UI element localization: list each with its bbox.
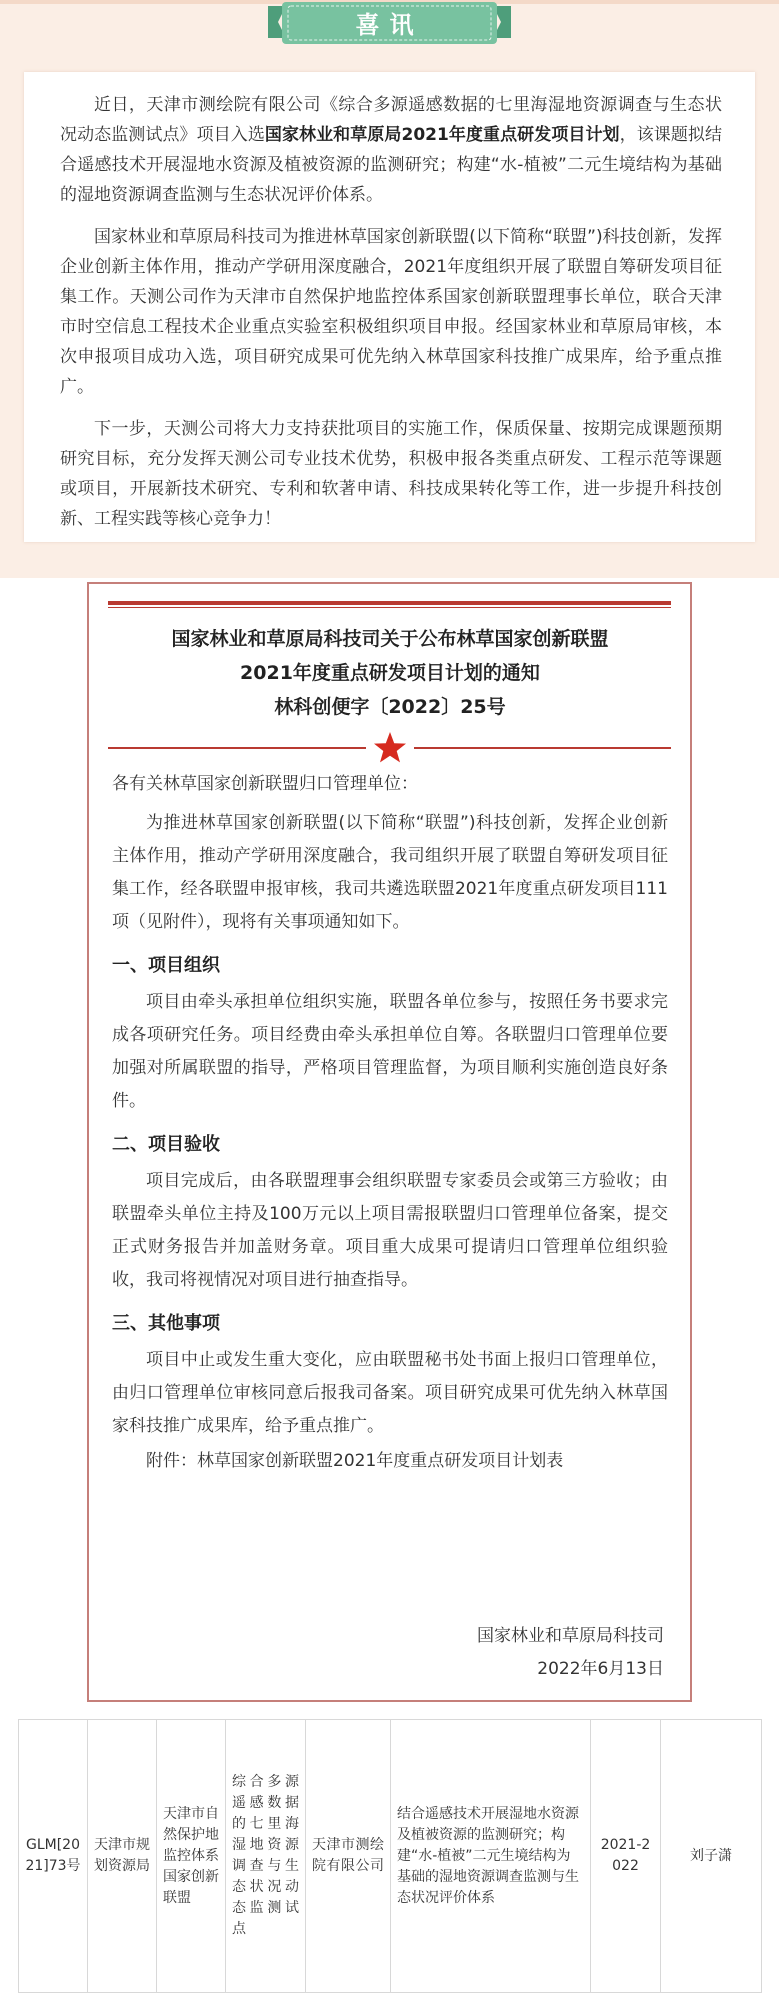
- cell-project-name: 综合多源遥感数据的七里海湿地资源调查与生态状况动态监测试点: [226, 1720, 306, 1993]
- project-table: [18, 1719, 762, 1993]
- document-body: [112, 768, 668, 1478]
- document-title-line-2: 2021年度重点研发项目计划的通知: [240, 662, 540, 684]
- section-1-text: 项目由牵头承担单位组织实施，联盟各单位参与，按照任务书要求完成各项研究任务。项目经费由牵头承担单位自筹。各联盟归口管理单位要加强对所属联盟的指导，严格项目管理监督，为项目顺利实施创造良好条件。: [112, 992, 668, 1111]
- document-number: 林科创便字〔2022〕25号: [274, 696, 506, 718]
- cell-period: 2021-2022: [591, 1720, 661, 1993]
- section-2-text: 项目完成后，由各联盟理事会组织联盟专家委员会或第三方验收；由联盟牵头单位主持及100万元以上项目需报联盟归口管理单位备案，提交正式财务报告并加盖财务章。项目重大成果可提请归口管理单位组织验收，我司将视情况对项目进行抽查指导。: [112, 1171, 668, 1290]
- document-title: [100, 622, 680, 724]
- document-red-rule: [108, 601, 671, 605]
- document-signature: [112, 1620, 664, 1686]
- section-2-title: 二、项目验收: [112, 1134, 220, 1155]
- document-attachment: 附件：林草国家创新联盟2021年度重点研发项目计划表: [146, 1451, 564, 1471]
- section-3-title: 三、其他事项: [112, 1313, 220, 1334]
- banner-title: 喜讯: [355, 11, 424, 39]
- cell-undertaking-unit: 天津市测绘院有限公司: [306, 1720, 391, 1993]
- cell-authority: 天津市规划资源局: [88, 1720, 157, 1993]
- table-row: [19, 1720, 762, 1993]
- news-paragraph-2: 国家林业和草原局科技司为推进林草国家创新联盟(以下简称“联盟”)科技创新，发挥企业创新主体作用，推动产学研用深度融合，2021年度组织开展了联盟自筹研发项目征集工作。天测公司作为天津市自然保护地监控体系国家创新联盟理事长单位，联合天津市时空信息工程技术企业重点实验室积极组织项目申报。经国家林业和草原局审核，本次申报项目成功入选，项目研究成果可优先纳入林草国家科技推广成果库，给予重点推广。: [60, 227, 722, 397]
- news-paragraph-3: 下一步，天测公司将大力支持获批项目的实施工作，保质保量、按期完成课题预期研究目标，充分发挥天测公司专业技术优势，积极申报各类重点研发、工程示范等课题或项目，开展新技术研究、专利和软著申请、科技成果转化等工作，进一步提升科技创新、工程实践等核心竞争力！: [60, 419, 722, 529]
- banner-ribbon: [0, 0, 779, 60]
- document-salutation: 各有关林草国家创新联盟归口管理单位：: [112, 774, 418, 794]
- cell-leader: 刘子潇: [661, 1720, 762, 1993]
- star-divider-right: [414, 747, 671, 749]
- cell-research-content: 结合遥感技术开展湿地水资源及植被资源的监测研究；构建“水-植被”二元生境结构为基础的湿地资源调查监测与生态状况评价体系: [391, 1720, 591, 1993]
- document-red-rule-thin: [108, 607, 671, 608]
- red-star-icon: [372, 730, 408, 766]
- section-3-text: 项目中止或发生重大变化，应由联盟秘书处书面上报归口管理单位，由归口管理单位审核同意后报我司备案。项目研究成果可优先纳入林草国家科技推广成果库，给予重点推广。: [112, 1350, 668, 1436]
- document-date: 2022年6月13日: [537, 1659, 664, 1679]
- news-p1-tail: ，该课题拟结合遥感技术开展湿地水资源及植被资源的监测研究；构建“水-植被”二元生境结构为基础的湿地资源调查监测与生态状况评价体系。: [60, 125, 722, 205]
- news-card: [24, 72, 755, 542]
- section-1-title: 一、项目组织: [112, 955, 220, 976]
- document-title-line-1: 国家林业和草原局科技司关于公布林草国家创新联盟: [171, 628, 609, 650]
- cell-alliance: 天津市自然保护地监控体系国家创新联盟: [157, 1720, 226, 1993]
- news-paragraph-1: [60, 90, 722, 210]
- news-body: [60, 90, 722, 534]
- news-p1-text: 近日，天津市测绘院有限公司《综合多源遥感数据的七里海湿地资源调查与生态状况动态监测试点》项目入选: [60, 95, 722, 145]
- cell-project-number: GLM[2021]73号: [19, 1720, 88, 1993]
- star-divider-left: [108, 747, 366, 749]
- news-p1-highlight: 国家林业和草原局2021年度重点研发项目计划: [264, 125, 620, 145]
- document-signer: 国家林业和草原局科技司: [477, 1626, 664, 1646]
- document-intro: 为推进林草国家创新联盟(以下简称“联盟”)科技创新，发挥企业创新主体作用，推动产学研用深度融合，我司组织开展了联盟自筹研发项目征集工作，经各联盟申报审核，我司共遴选联盟2021年度重点研发项目111项（见附件），现将有关事项通知如下。: [112, 813, 668, 932]
